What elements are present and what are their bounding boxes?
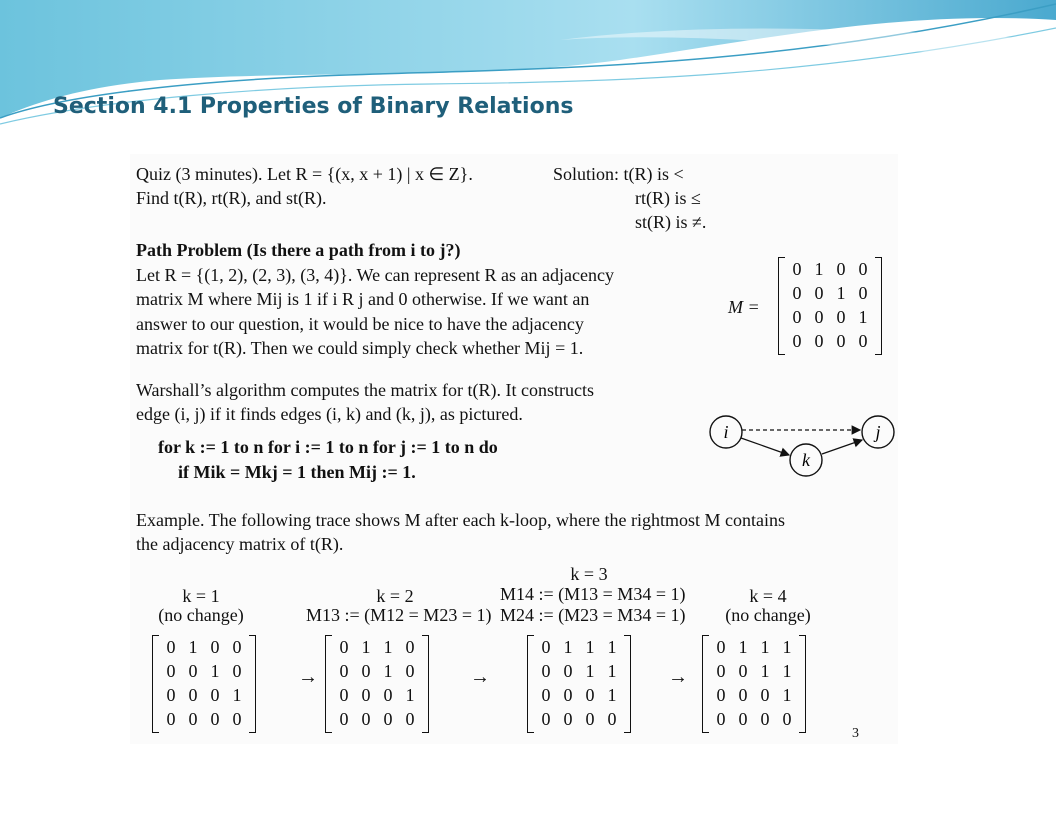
quiz-line-2: Find t(R), rt(R), and st(R). bbox=[136, 188, 327, 208]
edge-i-k bbox=[741, 438, 789, 455]
path-diagram bbox=[704, 408, 900, 480]
step-4-matrix: 0 1 1 1 0 0 1 1 0 0 0 1 0 0 0 0 bbox=[710, 635, 798, 731]
header-wave-banner bbox=[0, 0, 1056, 140]
warshall-line-1: Warshall’s algorithm computes the matrix for t(R). It constructs bbox=[136, 380, 594, 400]
step-2-label: k = 2 bbox=[376, 586, 414, 606]
adjacency-matrix-m: 0 1 0 0 0 0 1 0 0 0 0 1 0 0 0 0 bbox=[786, 257, 874, 353]
step-1-note: (no change) bbox=[158, 605, 244, 625]
path-line-1: Let R = {(1, 2), (2, 3), (3, 4)}. We can represent R as an adjacency bbox=[136, 265, 614, 285]
path-line-2: matrix M where Mij is 1 if i R j and 0 otherwise. If we want an bbox=[136, 289, 590, 309]
warshall-line-2: edge (i, j) if it finds edges (i, k) and (k, j), as pictured. bbox=[136, 404, 523, 424]
step-3-note: M14 := (M13 = M34 = 1) bbox=[500, 584, 686, 604]
step-3-label: k = 3 bbox=[570, 564, 608, 584]
step-4-note: (no change) bbox=[725, 605, 811, 625]
step-1-matrix: 0 1 0 0 0 0 1 0 0 0 0 1 0 0 0 0 bbox=[160, 635, 248, 731]
algorithm-line-2: if Mik = Mkj = 1 then Mij := 1. bbox=[178, 462, 416, 482]
quiz-line-1: Quiz (3 minutes). Let R = {(x, x + 1) | x ∈ Z}. bbox=[136, 164, 473, 184]
example-line-1: Example. The following trace shows M after each k-loop, where the rightmost M contains bbox=[136, 510, 785, 530]
arrow-3: → bbox=[668, 666, 688, 688]
page-number: 3 bbox=[852, 726, 859, 741]
path-line-4: matrix for t(R). Then we could simply check whether Mij = 1. bbox=[136, 338, 584, 358]
step-3-note-2: M24 := (M23 = M34 = 1) bbox=[500, 605, 686, 625]
slide-title: Section 4.1 Properties of Binary Relations bbox=[53, 94, 574, 119]
matrix-m-label: M = bbox=[728, 297, 760, 317]
arrow-2: → bbox=[470, 666, 490, 688]
path-problem-heading: Path Problem (Is there a path from i to j?) bbox=[136, 240, 461, 260]
step-2-note: M13 := (M12 = M23 = 1) bbox=[306, 605, 492, 625]
step-3-matrix: 0 1 1 1 0 0 1 1 0 0 0 1 0 0 0 0 bbox=[535, 635, 623, 731]
path-line-3: answer to our question, it would be nice to have the adjacency bbox=[136, 314, 584, 334]
example-line-2: the adjacency matrix of t(R). bbox=[136, 534, 344, 554]
step-2-matrix: 0 1 1 0 0 0 1 0 0 0 0 1 0 0 0 0 bbox=[333, 635, 421, 731]
solution-line-2: rt(R) is ≤ bbox=[635, 188, 701, 208]
solution-line-1: Solution: t(R) is < bbox=[553, 164, 684, 184]
edge-k-j bbox=[822, 440, 862, 454]
node-k-label: k bbox=[802, 450, 810, 470]
step-4-label: k = 4 bbox=[749, 586, 787, 606]
arrow-1: → bbox=[298, 666, 318, 688]
scanned-page bbox=[130, 154, 898, 744]
node-i-label: i bbox=[723, 422, 729, 442]
algorithm-line-1: for k := 1 to n for i := 1 to n for j := 1 to n do bbox=[158, 437, 498, 457]
step-1-label: k = 1 bbox=[182, 586, 220, 606]
solution-line-3: st(R) is ≠. bbox=[635, 212, 707, 232]
node-j-label: j bbox=[875, 422, 881, 442]
